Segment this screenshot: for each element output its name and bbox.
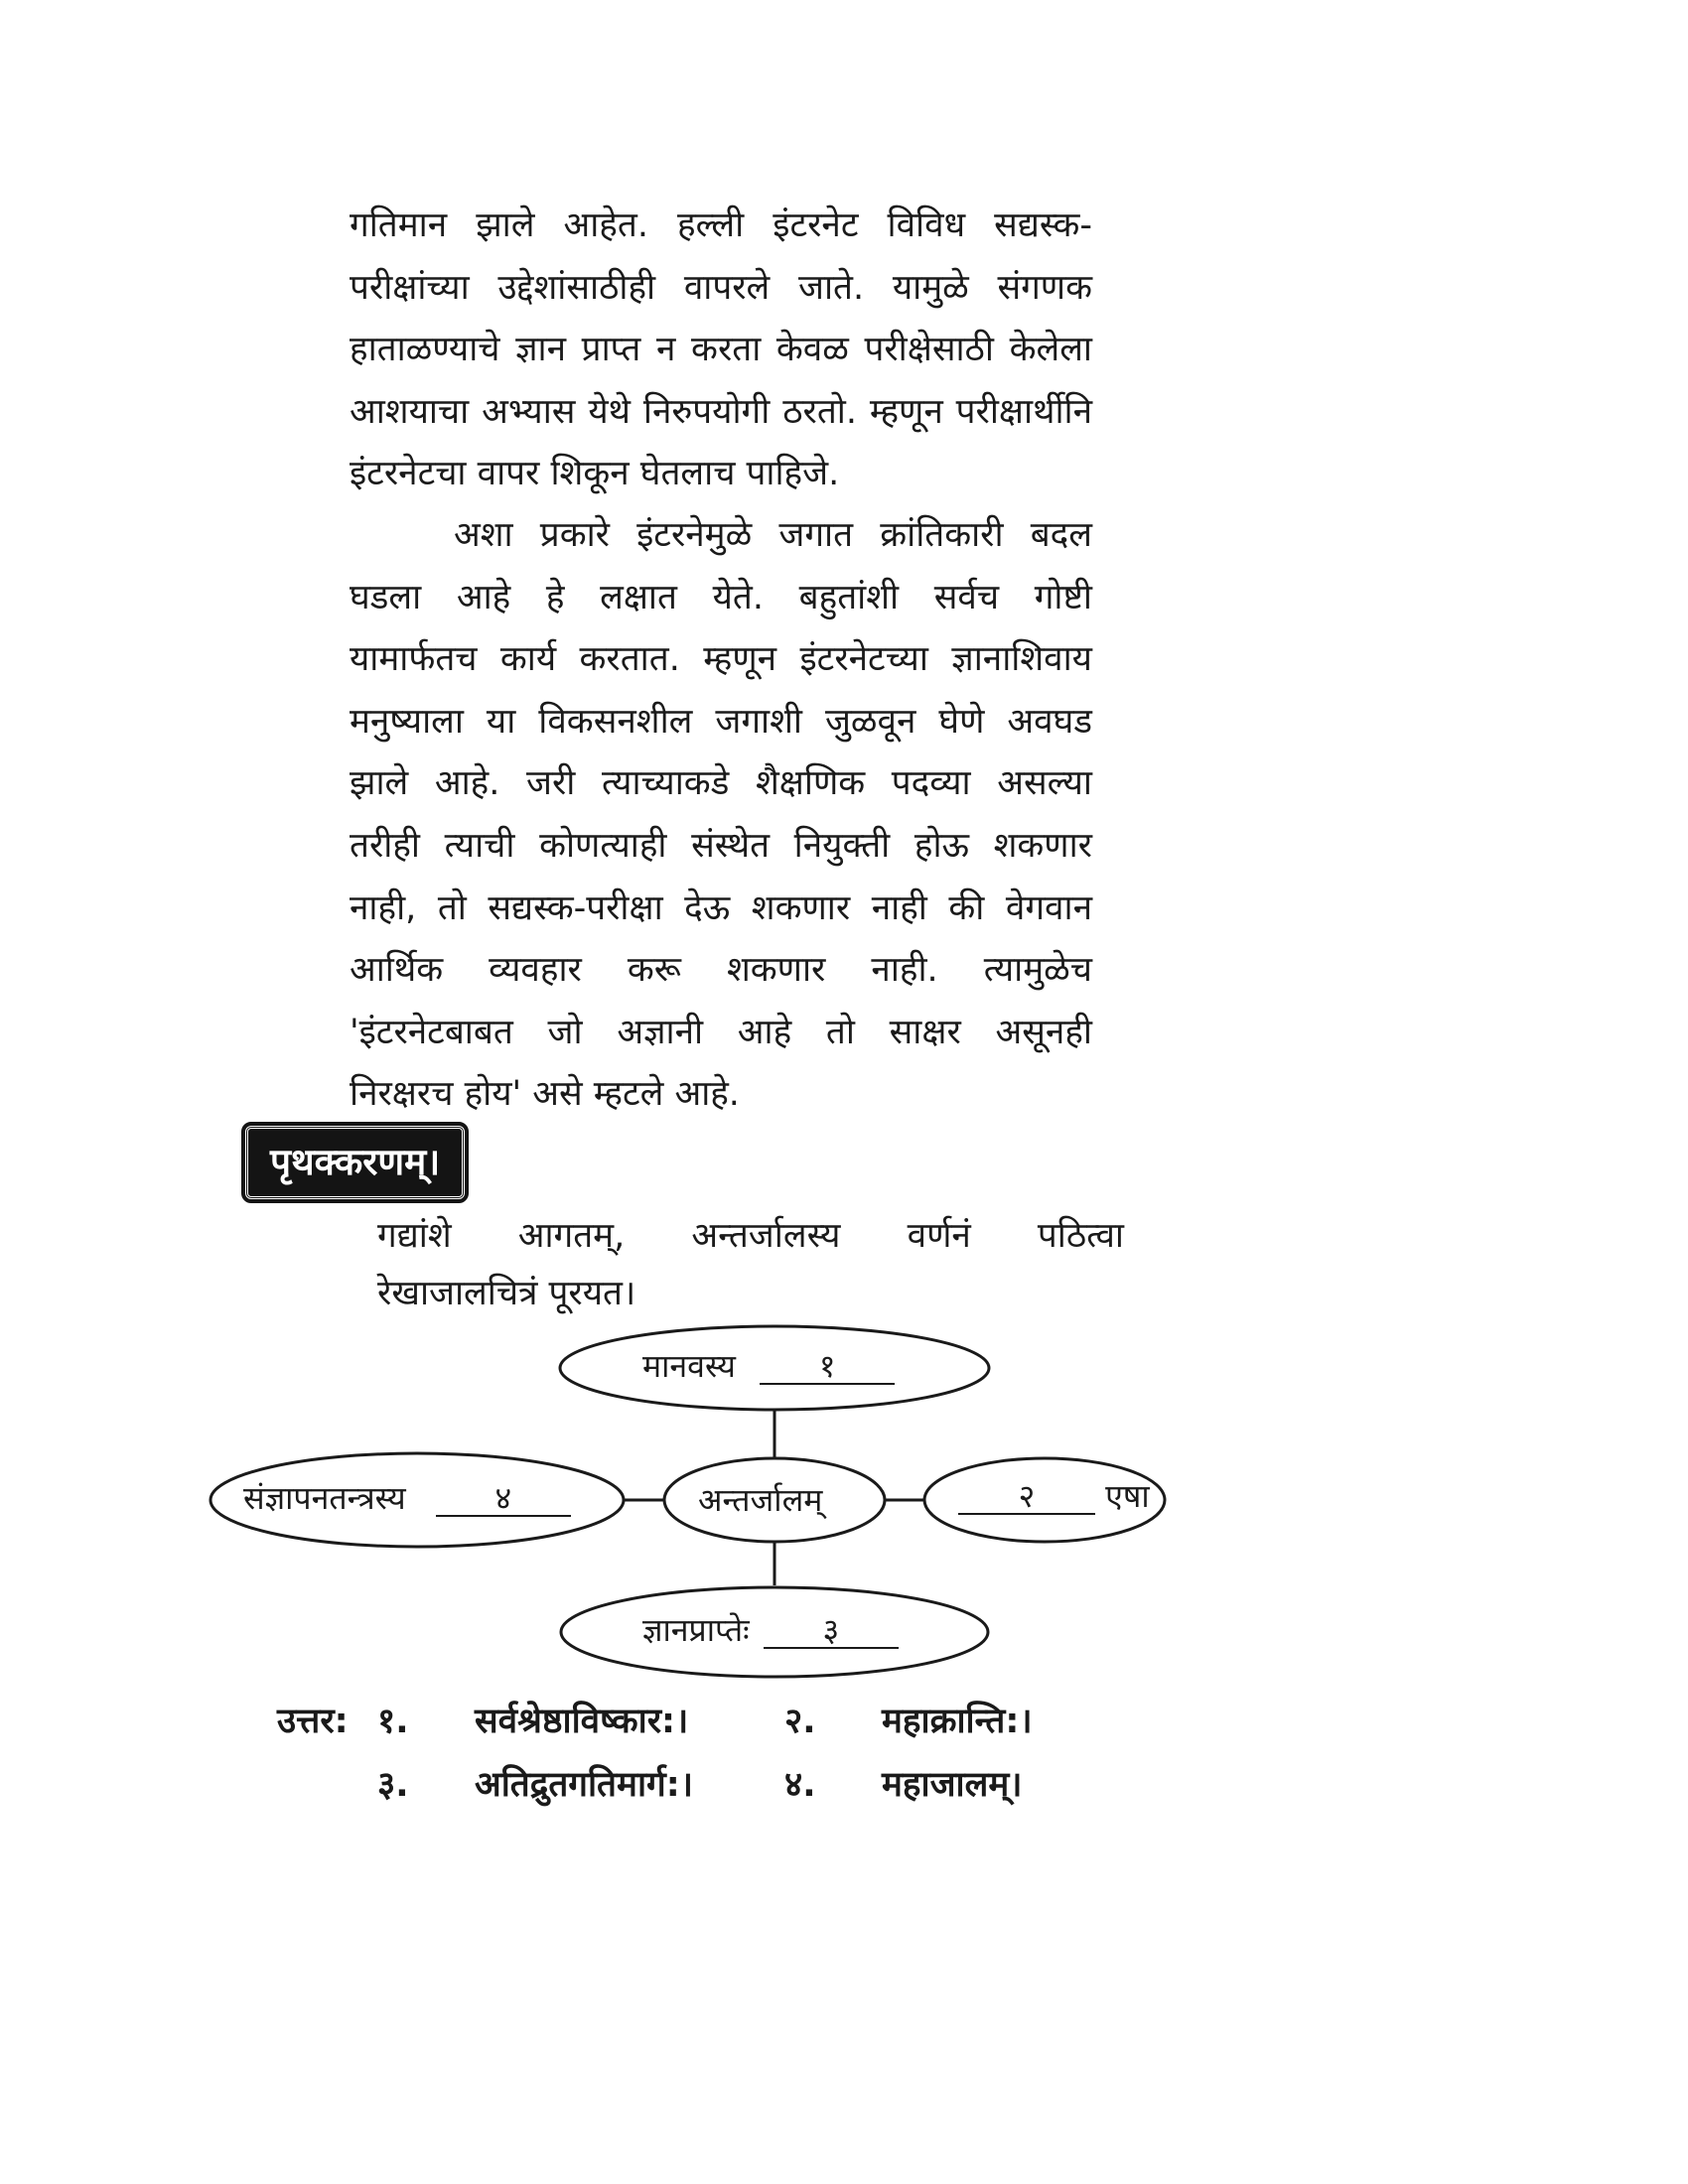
paragraph-line: तरीही त्याची कोणत्याही संस्थेत नियुक्ती होऊ शकणार — [350, 825, 1092, 866]
answer-number-3: ३. — [377, 1765, 409, 1805]
answer-text-1: सर्वश्रेष्ठाविष्कार:। — [475, 1702, 689, 1741]
answer-number-2: २. — [784, 1702, 816, 1741]
paragraph-line: आशयाचा अभ्यास येथे निरुपयोगी ठरतो. म्हणून परीक्षार्थीनि — [350, 391, 1092, 432]
paragraph-line: गतिमान झाले आहेत. हल्ली इंटरनेट विविध सद्यस्क- — [350, 205, 1092, 245]
answers-label: उत्तर: — [277, 1702, 349, 1741]
left-node-prefix: संज्ञापनतन्त्रस्य — [243, 1479, 406, 1517]
answer-number-1: १. — [377, 1702, 409, 1741]
blank-3: ३ — [764, 1613, 899, 1649]
answer-number-4: ४. — [784, 1765, 816, 1805]
paragraph-line: 'इंटरनेटबाबत जो अज्ञानी आहे तो साक्षर असूनही — [350, 1012, 1092, 1052]
top-node-prefix: मानवस्य — [642, 1347, 736, 1385]
blank-2: २ — [958, 1479, 1095, 1515]
right-node-label — [958, 1476, 1150, 1516]
instruction-line: गद्यांशे आगतम्, अन्तर्जालस्य वर्णनं पठित्वा — [377, 1216, 1124, 1256]
paragraph-2 — [350, 504, 1092, 1126]
paragraph-line: झाले आहे. जरी त्याच्याकडे शैक्षणिक पदव्या असल्या — [350, 763, 1092, 804]
right-node-suffix: एषा — [1105, 1477, 1150, 1515]
left-node-label — [243, 1478, 571, 1518]
top-node-label — [642, 1346, 895, 1386]
blank-1: १ — [760, 1349, 895, 1385]
paragraph-line: निरक्षरच होय' असे म्हटले आहे. — [350, 1074, 740, 1115]
bottom-node-label — [642, 1610, 899, 1650]
blank-4: ४ — [436, 1481, 571, 1517]
instruction-text — [377, 1207, 1124, 1322]
paragraph-line: अशा प्रकारे इंटरनेमुळे जगात क्रांतिकारी बदल — [454, 515, 1092, 555]
instruction-line: रेखाजालचित्रं पूरयत। — [377, 1274, 636, 1313]
answer-text-4: महाजालम्। — [882, 1765, 1023, 1805]
answer-text-3: अतिद्रुतगतिमार्ग:। — [475, 1765, 693, 1805]
paragraph-line: मनुष्याला या विकसनशील जगाशी जुळवून घेणे अवघड — [350, 701, 1092, 742]
paragraph-line: यामार्फतच कार्य करतात. म्हणून इंटरनेटच्या ज्ञानाशिवाय — [350, 639, 1092, 680]
paragraph-1 — [350, 195, 1092, 505]
paragraph-line: इंटरनेटचा वापर शिकून घेतलाच पाहिजे. — [350, 454, 840, 494]
bottom-node-prefix: ज्ञानप्राप्तेः — [642, 1611, 750, 1649]
paragraph-line: नाही, तो सद्यस्क-परीक्षा देऊ शकणार नाही की वेगवान — [350, 887, 1092, 928]
paragraph-line: आर्थिक व्यवहार करू शकणार नाही. त्यामुळेच — [350, 950, 1092, 991]
paragraph-line: परीक्षांच्या उद्देशांसाठीही वापरले जाते. यामुळे संगणक — [350, 267, 1092, 308]
section-heading: पृथक्करणम्। — [245, 1126, 465, 1199]
paragraph-line: घडला आहे हे लक्षात येते. बहुतांशी सर्वच गोष्टी — [350, 577, 1092, 617]
paragraph-line: हाताळण्याचे ज्ञान प्राप्त न करता केवळ परीक्षेसाठी केलेला — [350, 330, 1092, 370]
center-node-label: अन्तर्जालम् — [698, 1481, 823, 1519]
answer-text-2: महाक्रान्ति:। — [882, 1702, 1033, 1741]
